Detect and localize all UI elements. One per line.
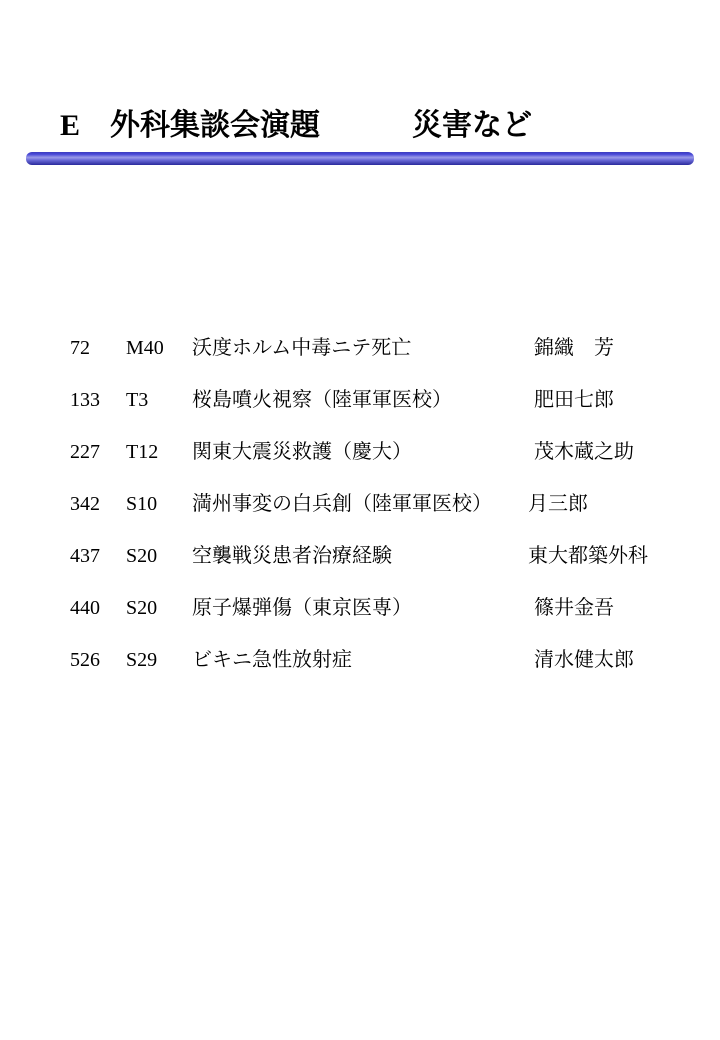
row-number: 342 — [70, 493, 100, 515]
row-author: 東大都築外科 — [528, 545, 648, 567]
table-row — [0, 374, 720, 426]
row-era-code: S10 — [126, 493, 158, 515]
table-row — [0, 634, 720, 686]
row-title: 満州事変の白兵創（陸軍軍医校） — [192, 493, 492, 515]
row-author: 篠井金吾 — [534, 597, 614, 619]
table-row — [0, 478, 720, 530]
row-author: 月三郎 — [528, 493, 588, 515]
title-divider-bar — [26, 152, 694, 165]
row-title: 空襲戦災患者治療経験 — [192, 545, 392, 567]
row-title: ビキニ急性放射症 — [192, 649, 352, 671]
title-section-letter: E — [60, 109, 81, 142]
row-title: 沃度ホルム中毒ニテ死亡 — [192, 337, 412, 359]
row-era-code: T12 — [126, 441, 159, 463]
row-author: 錦織 芳 — [534, 337, 614, 359]
row-era-code: S20 — [126, 597, 158, 619]
title-main-text: 外科集談会演題 — [110, 109, 321, 142]
title-sub-text: 災害など — [412, 109, 533, 142]
table-row — [0, 582, 720, 634]
row-number: 440 — [70, 597, 100, 619]
row-number: 72 — [70, 337, 90, 359]
presentation-list — [0, 322, 720, 686]
row-era-code: T3 — [126, 389, 149, 411]
slide-title — [60, 100, 680, 144]
row-era-code: M40 — [126, 337, 164, 359]
row-author: 肥田七郎 — [534, 389, 614, 411]
row-number: 227 — [70, 441, 100, 463]
row-number: 437 — [70, 545, 100, 567]
table-row — [0, 322, 720, 374]
row-title: 原子爆弾傷（東京医専） — [192, 597, 412, 619]
row-number: 133 — [70, 389, 100, 411]
row-author: 茂木蔵之助 — [534, 441, 634, 463]
row-era-code: S29 — [126, 649, 158, 671]
table-row — [0, 530, 720, 582]
table-row — [0, 426, 720, 478]
row-author: 清水健太郎 — [534, 649, 634, 671]
row-era-code: S20 — [126, 545, 158, 567]
row-number: 526 — [70, 649, 100, 671]
row-title: 桜島噴火視察（陸軍軍医校） — [192, 389, 452, 411]
row-title: 関東大震災救護（慶大） — [192, 441, 412, 463]
